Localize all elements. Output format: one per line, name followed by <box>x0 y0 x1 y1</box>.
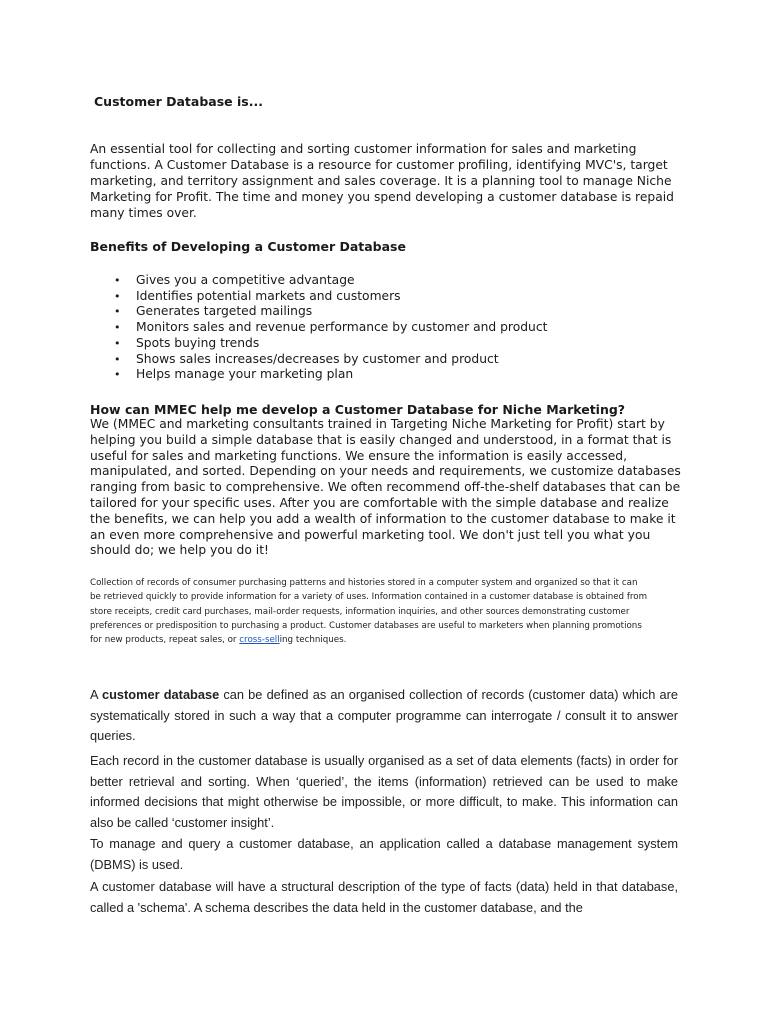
bullet-icon: • <box>114 274 121 287</box>
list-item <box>90 320 690 336</box>
list-item <box>90 367 690 383</box>
list-item-text: Shows sales increases/decreases by customer and product <box>136 351 499 366</box>
article-paragraph-4: A customer database will have a structural description of the type of facts (data) held in that database, called a 'schema'. A schema describes the data held in the customer database, and the <box>90 879 678 915</box>
list-item <box>90 304 690 320</box>
p1-prefix: A <box>90 687 102 702</box>
list-item <box>90 352 690 368</box>
mmec-paragraph: We (MMEC and marketing consultants trained in Targeting Niche Marketing for Profit) start by helping you build a simple database that is easily changed and understood, in a format that is useful for sales and marketing functions. We ensure the information is easily accessed, manipulated, and sorted. Depending on your needs and requirements, we customize databases ranging from basic to comprehensive. We often recommend off-the-shelf databases that can be tailored for your specific uses. After you are comfortable with the simple database and realize the benefits, we can help you add a wealth of information to the customer database to make it an even more comprehensive and powerful marketing tool. We don't just tell you what you should do; we help you do it! <box>90 417 681 558</box>
list-item-text: Identifies potential markets and customers <box>136 288 401 303</box>
definition-text: Collection of records of consumer purchasing patterns and histories stored in a computer system and organized so that it can be retrieved quickly to provide information for a variety of uses. Information contained in a customer database is obtained from store receipts, credit card purchases, mail-order requests, information inquiries, and other sources demonstrating customer preferences or predisposition to purchasing a product. Customer databases are useful to marketers when planning promotions for new products, repeat sales, or <box>90 578 648 646</box>
bullet-icon: • <box>114 321 121 335</box>
definition-text-end: ing techniques. <box>279 635 347 646</box>
cross-sell-link[interactable]: cross-sell <box>239 635 280 646</box>
term-customer-database: customer database <box>101 687 220 702</box>
mmec-heading: How can MMEC help me develop a Customer Database for Niche Marketing? <box>90 402 626 417</box>
list-item <box>90 289 690 305</box>
benefits-list <box>90 273 690 383</box>
article-paragraph-1 <box>90 685 678 747</box>
article-paragraph-3: To manage and query a customer database, an application called a database management system (DBMS) is used. <box>90 836 678 872</box>
list-item <box>90 273 690 289</box>
bullet-icon: • <box>114 305 121 319</box>
list-item-text: Gives you a competitive advantage <box>136 273 355 287</box>
page-title: Customer Database is... <box>94 94 263 109</box>
bullet-icon: • <box>114 336 121 350</box>
article-paragraph-2: Each record in the customer database is usually organised as a set of data elements (facts) in order for better retrieval and sorting. When ‘queried’, the items (information) retrieved can be used to make informed decisions that might otherwise be impossible, or more difficult, to make. This information can also be called ‘customer insight’. <box>90 753 678 831</box>
bullet-icon: • <box>114 289 121 303</box>
list-item <box>90 336 690 352</box>
intro-paragraph: An essential tool for collecting and sorting customer information for sales and marketing functions. A Customer Database is a resource for customer profiling, identifying MVC's, target marketing, and territory assignment and sales coverage. It is a planning tool to manage Niche Marketing for Profit. The time and money you spend developing a customer database is repaid many times over. <box>90 142 674 220</box>
p1-rest: can be defined as an organised collection of records (customer data) which are systematically stored in such a way that a computer programme can interrogate / consult it to answer queries. <box>90 687 679 744</box>
definition-paragraph <box>90 576 650 647</box>
bullet-icon: • <box>114 352 121 366</box>
list-item-text: Spots buying trends <box>136 335 260 350</box>
list-item-text: Monitors sales and revenue performance by customer and product <box>136 320 548 335</box>
list-item-text: Helps manage your marketing plan <box>136 367 354 382</box>
list-item-text: Generates targeted mailings <box>136 304 313 319</box>
bullet-icon: • <box>114 368 121 382</box>
benefits-heading: Benefits of Developing a Customer Database <box>90 239 406 254</box>
